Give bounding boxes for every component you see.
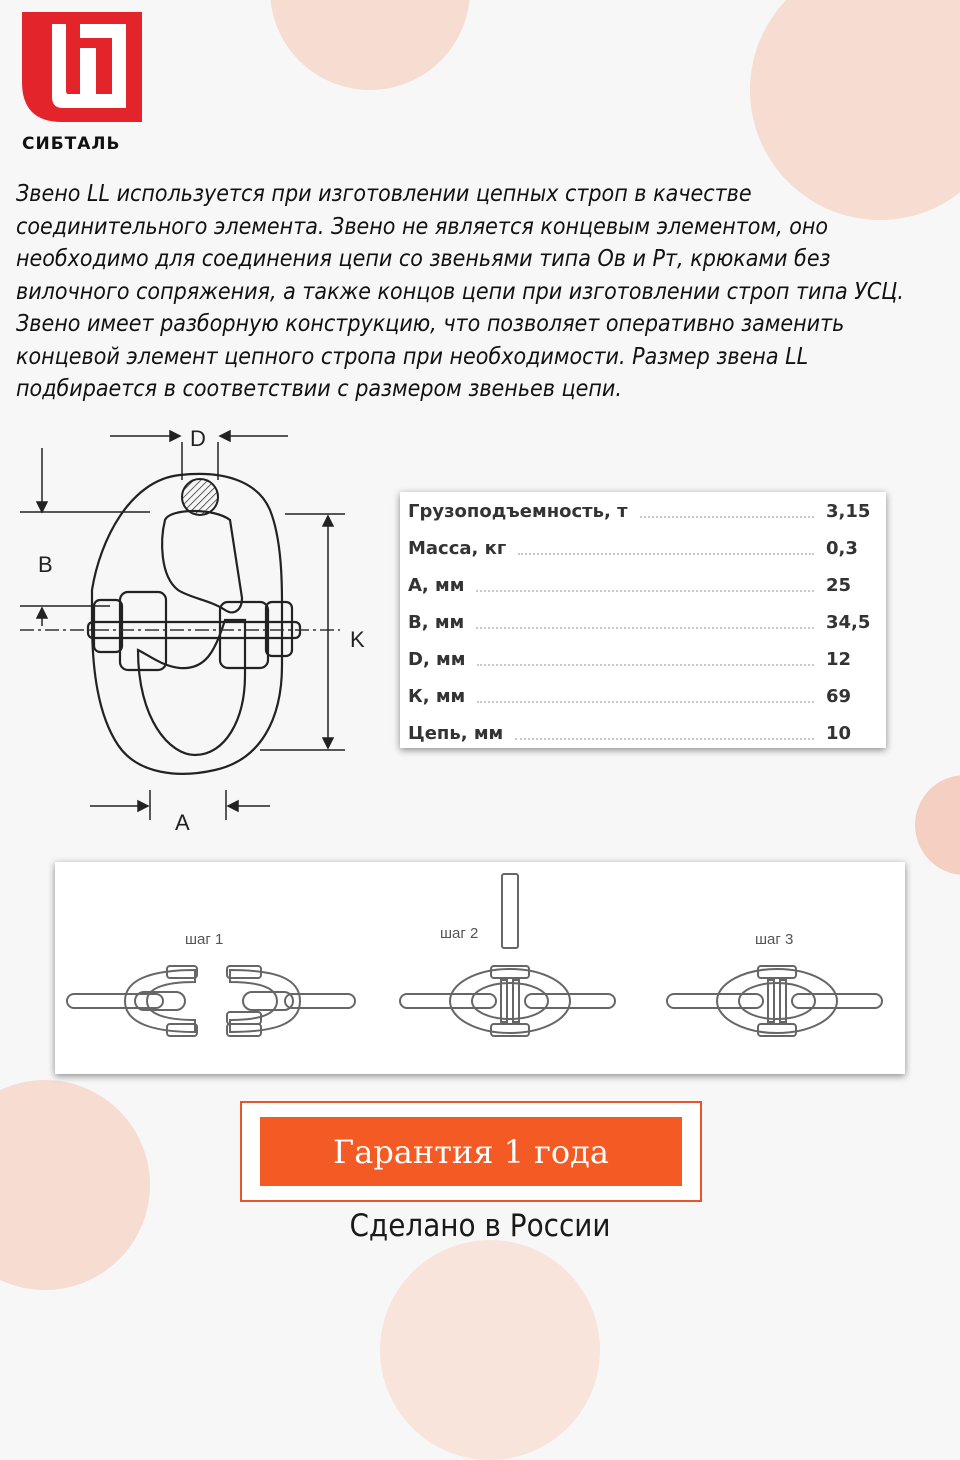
spec-value: 0,3 [826,537,858,559]
spec-table [400,492,886,748]
spec-label: В, мм [408,611,465,633]
spec-row [408,644,872,674]
decor-circle [915,775,960,875]
spec-value: 12 [826,648,852,670]
spec-row [408,681,872,711]
dim-label-k: K [350,627,365,652]
guarantee-label: Гарантия 1 года [260,1117,682,1186]
spec-row [408,718,872,748]
spec-leader [476,590,814,592]
spec-value: 10 [826,722,852,744]
spec-label: А, мм [408,574,465,596]
spec-leader [476,627,814,629]
spec-leader [477,664,814,666]
spec-row [408,496,872,526]
step-label: шаг 2 [440,925,479,942]
made-in-russia-caption: Сделано в России [349,1208,611,1244]
dim-label-b: B [38,552,53,577]
step-label: шаг 3 [755,931,794,948]
link-dimension-drawing [20,420,390,840]
spec-value: 34,5 [826,611,871,633]
step-label: шаг 1 [185,931,224,948]
spec-label: Грузоподъемность, т [408,500,628,522]
spec-value: 25 [826,574,852,596]
decor-circle [270,0,470,90]
assembly-steps-drawing [55,862,905,1074]
guarantee-banner [240,1101,702,1202]
spec-label: Цепь, мм [408,722,504,744]
product-description: Звено LL используется при изготовлении цепных строп в качестве соединительного элемента. Звено не является концевым элементом, оно необходимо для соединения цепи со звеньями типа Ов и Рт, крюками без вилочного сопряжения, а также концов цепи при изготовлении строп типа УСЦ. Звено имеет разборную конструкцию, что позволяет оперативно заменить концевой элемент цепного стропа при необходимости. Размер звена LL подбирается в соответствии с размером звеньев цепи. [16,181,904,402]
assembly-steps-card [55,862,905,1074]
spec-label: К, мм [408,685,466,707]
decor-circle [0,1080,150,1290]
spec-value: 3,15 [826,500,871,522]
spec-row [408,533,872,563]
spec-row [408,607,872,637]
brand-name: СИБТАЛЬ [22,134,121,154]
dim-label-a: A [175,810,190,835]
spec-label: D, мм [408,648,466,670]
spec-leader [515,738,814,740]
decor-circle [380,1240,600,1460]
spec-leader [518,553,814,555]
spec-leader [640,516,814,518]
spec-value: 69 [826,685,852,707]
spec-leader [477,701,814,703]
dim-label-d: D [190,426,206,451]
spec-row [408,570,872,600]
spec-label: Масса, кг [408,537,507,559]
